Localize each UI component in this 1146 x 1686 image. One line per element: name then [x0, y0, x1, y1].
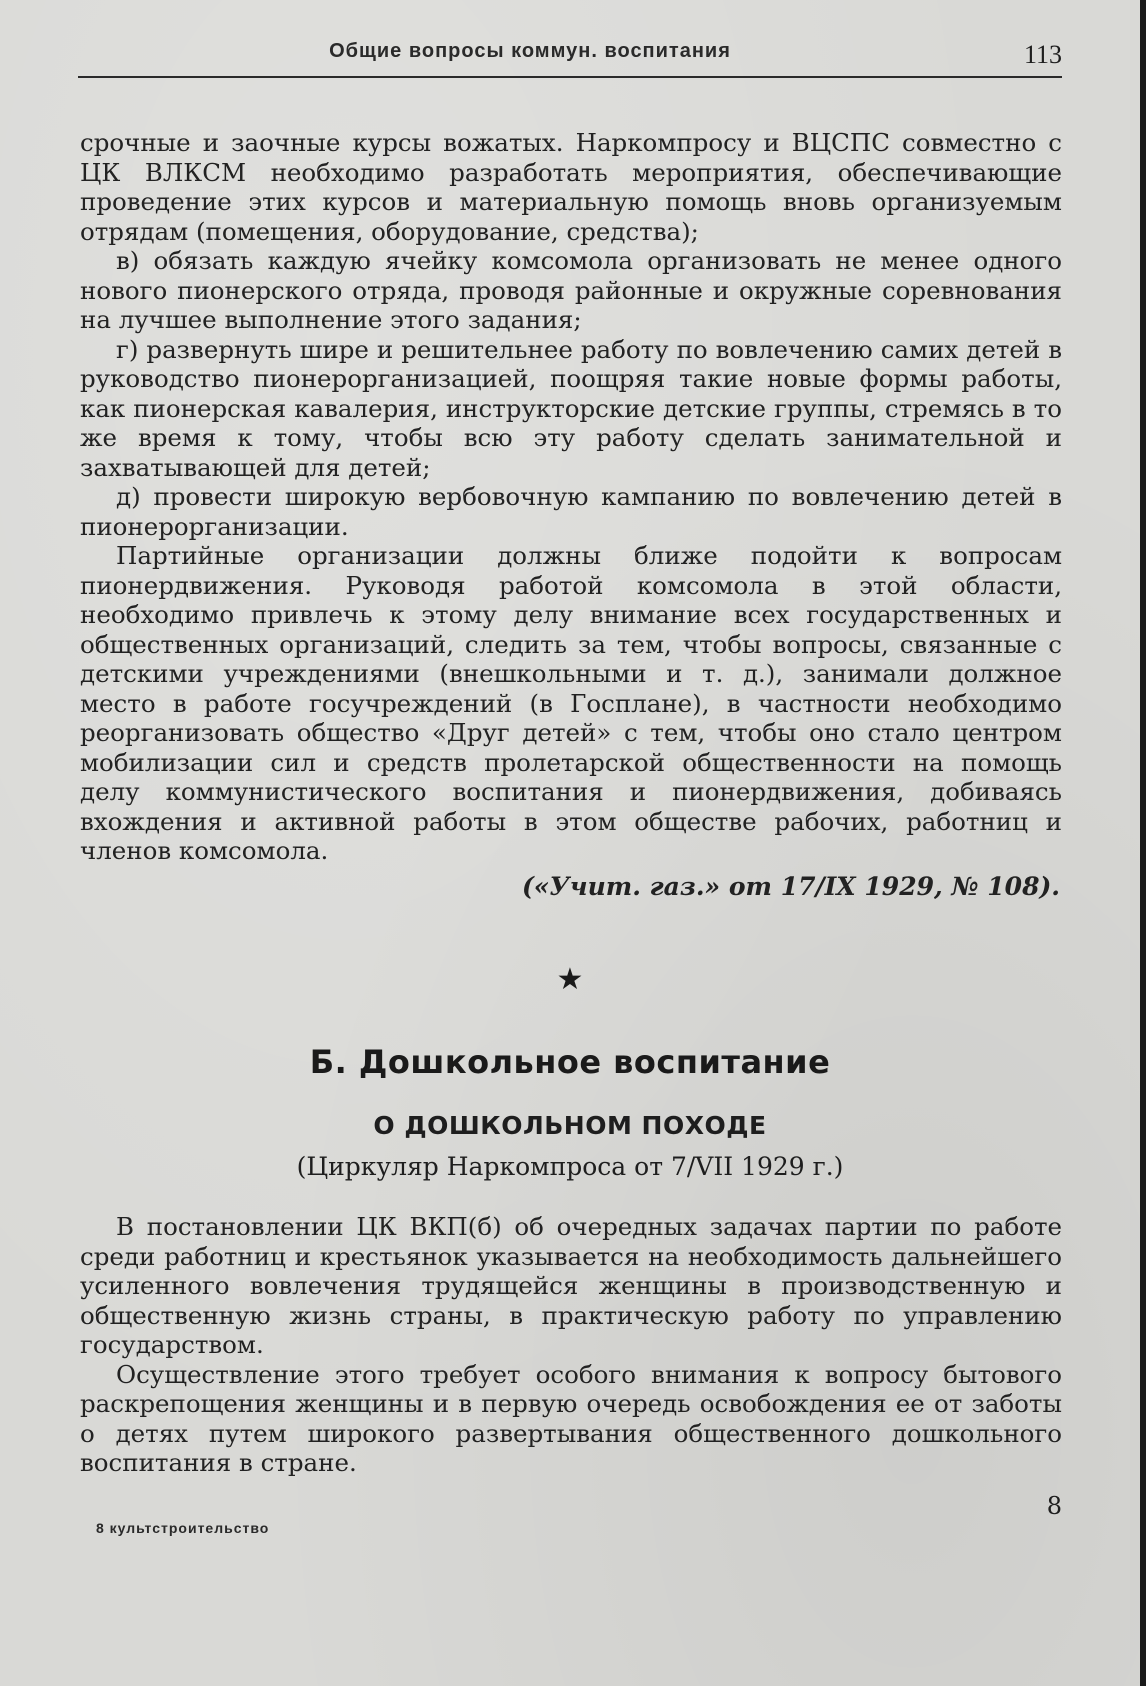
footer-note: 8 культстроительство: [96, 1520, 270, 1536]
paragraph-resolution: В постановлении ЦК ВКП(б) об очередных задачах партии по работе среди работниц и крестьянок указывается на необходимость дальнейшего усиленного вовлечения трудящейся женщины в производственную и общественную жизнь страны, в практическую работу по управлению государством.: [80, 1212, 1062, 1359]
header-rule: [78, 76, 1062, 78]
source-citation: («Учит. газ.» от 17/IX 1929, № 108).: [521, 871, 1060, 901]
document-subtitle: (Циркуляр Наркомпроса от 7/VII 1929 г.): [296, 1152, 844, 1181]
paragraph-item-d: д) провести широкую вербовочную кампанию по вовлечению детей в пионерорганизации.: [80, 482, 1062, 541]
paragraph-courses: срочные и заочные курсы вожатых. Наркомпросу и ВЦСПС совместно с ЦК ВЛКСМ необходимо разработать мероприятия, обеспечивающие проведение этих курсов и материальную помощь вновь организуемым отрядам (помещения, оборудование, средства);: [80, 128, 1062, 246]
paragraph-party-organizations: Партийные организации должны ближе подойти к вопросам пионердвижения. Руководя работой комсомола в этой области, необходимо привлечь к этому делу внимание всех государственных и общественных организаций, следить за тем, чтобы вопросы, связанные с детскими учреждениями (внешкольными и т. д.), занимали должное место в работе госучреждений (в Госплане), в частности необходимо реорганизовать общество «Друг детей» с тем, чтобы оно стало центром мобилизации сил и средств пролетарской общественности на помощь делу коммунистического воспитания и пионердвижения, добиваясь вхождения и активной работы в этом обществе рабочих, работниц и членов комсомола.: [80, 541, 1062, 865]
scan-edge: [1140, 0, 1146, 1686]
section-heading: Б. Дошкольное воспитание: [309, 1043, 831, 1081]
signature-mark: 8: [1046, 1492, 1062, 1520]
paragraph-item-v: в) обязать каждую ячейку комсомола организовать не менее одного нового пионерского отряда, проводя районные и окружные соревнования на лучшее выполнение этого задания;: [80, 246, 1062, 334]
top-text-block: [80, 128, 1062, 901]
page-number: 113: [1023, 40, 1062, 69]
running-title: Общие вопросы коммун. воспитания: [329, 40, 731, 62]
paragraph-implementation: Осуществление этого требует особого внимания к вопросу бытового раскрепощения женщины и в первую очередь освобождения ее от заботы о детях путем широкого развертывания общественного дошкольного воспитания в стране.: [80, 1359, 1062, 1477]
running-head: [78, 40, 1062, 80]
star-separator: ★: [556, 962, 584, 997]
document-title: О ДОШКОЛЬНОМ ПОХОДЕ: [373, 1111, 767, 1140]
paragraph-item-g: г) развернуть шире и решительнее работу по вовлечению самих детей в руководство пионерорганизацией, поощряя такие новые формы работы, как пионерская кавалерия, инструкторские детские группы, стремясь в то же время к тому, чтобы всю эту работу сделать занимательной и захватывающей для детей;: [80, 334, 1062, 482]
section-text-block: [80, 1212, 1062, 1478]
